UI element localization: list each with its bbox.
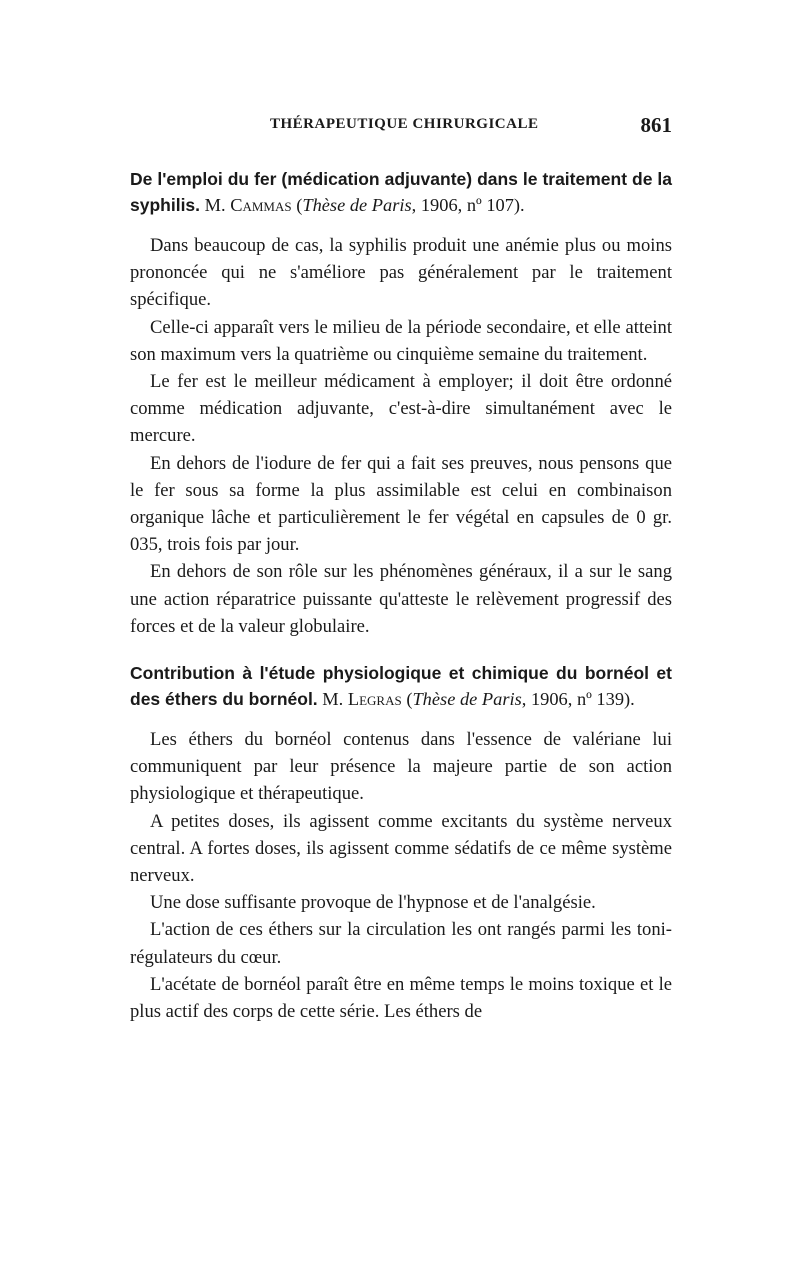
article-heading [130,660,672,712]
thesis-reference: Thèse de Paris [412,689,522,709]
author-name: Legras [347,689,402,709]
paragraph: A petites doses, ils agissent comme excitants du système nerveux central. A fortes doses, ils agissent comme sédatifs de ce même système nerveux. [130,810,672,887]
citation-open: ( [406,689,413,709]
citation-open: ( [296,195,303,215]
paragraph: L'action de ces éthers sur la circulation les ont rangés parmi les toni-régulateurs du cœur. [130,919,672,968]
article-heading [130,166,672,218]
paragraph: Dans beaucoup de cas, la syphilis produit une anémie plus ou moins prononcée qui ne s'améliore pas généralement par le traitement spécifique. [130,235,672,311]
article-body [130,232,672,640]
article-title: De l'emploi du fer (médication adjuvante) dans le traitement de la syphilis. [130,169,672,215]
paragraph: Le fer est le meilleur médicament à employer; il doit être ordonné comme médication adjuvante, c'est-à-dire simultanément avec le mercure. [130,371,672,447]
citation-details: , 1906, nº 139). [521,689,635,709]
paragraph: En dehors de son rôle sur les phénomènes généraux, il a sur le sang une action réparatrice puissante qu'atteste le relèvement progressif des forces et de la valeur globulaire. [130,561,672,637]
citation-details: , 1906, nº 107). [411,195,525,215]
article-iron-syphilis [130,166,672,640]
paragraph: Celle-ci apparaît vers le milieu de la période secondaire, et elle atteint son maximum vers la quatrième ou cinquième semaine du traitement. [130,316,672,365]
paragraph: Une dose suffisante provoque de l'hypnose et de l'analgésie. [150,892,596,914]
page-number: 861 [640,113,672,137]
paragraph: En dehors de l'iodure de fer qui a fait ses preuves, nous pensons que le fer sous sa forme la plus assimilable est celui en combinaison organique lâche et particulièrement le fer végétal en capsules de 0 gr. 035, trois fois par jour. [130,452,672,556]
article-borneol [130,660,672,1025]
paragraph: L'acétate de bornéol paraît être en même temps le moins toxique et le plus actif des corps de cette série. Les éthers de [130,973,672,1023]
author-name: Cammas [230,195,292,215]
thesis-reference: Thèse de Paris [302,195,412,215]
article-title: Contribution à l'étude physiologique et chimique du bornéol et des éthers du bornéol. [130,663,672,709]
article-body [130,726,672,1025]
paragraph: Les éthers du bornéol contenus dans l'essence de valériane lui communiquent par leur présence la majeure partie de son action physiologique et thérapeutique. [130,729,672,805]
author-prefix: M. [204,195,226,215]
running-title: THÉRAPEUTIQUE CHIRURGICALE [270,116,539,132]
author-prefix: M. [322,689,344,709]
running-head [130,113,672,140]
